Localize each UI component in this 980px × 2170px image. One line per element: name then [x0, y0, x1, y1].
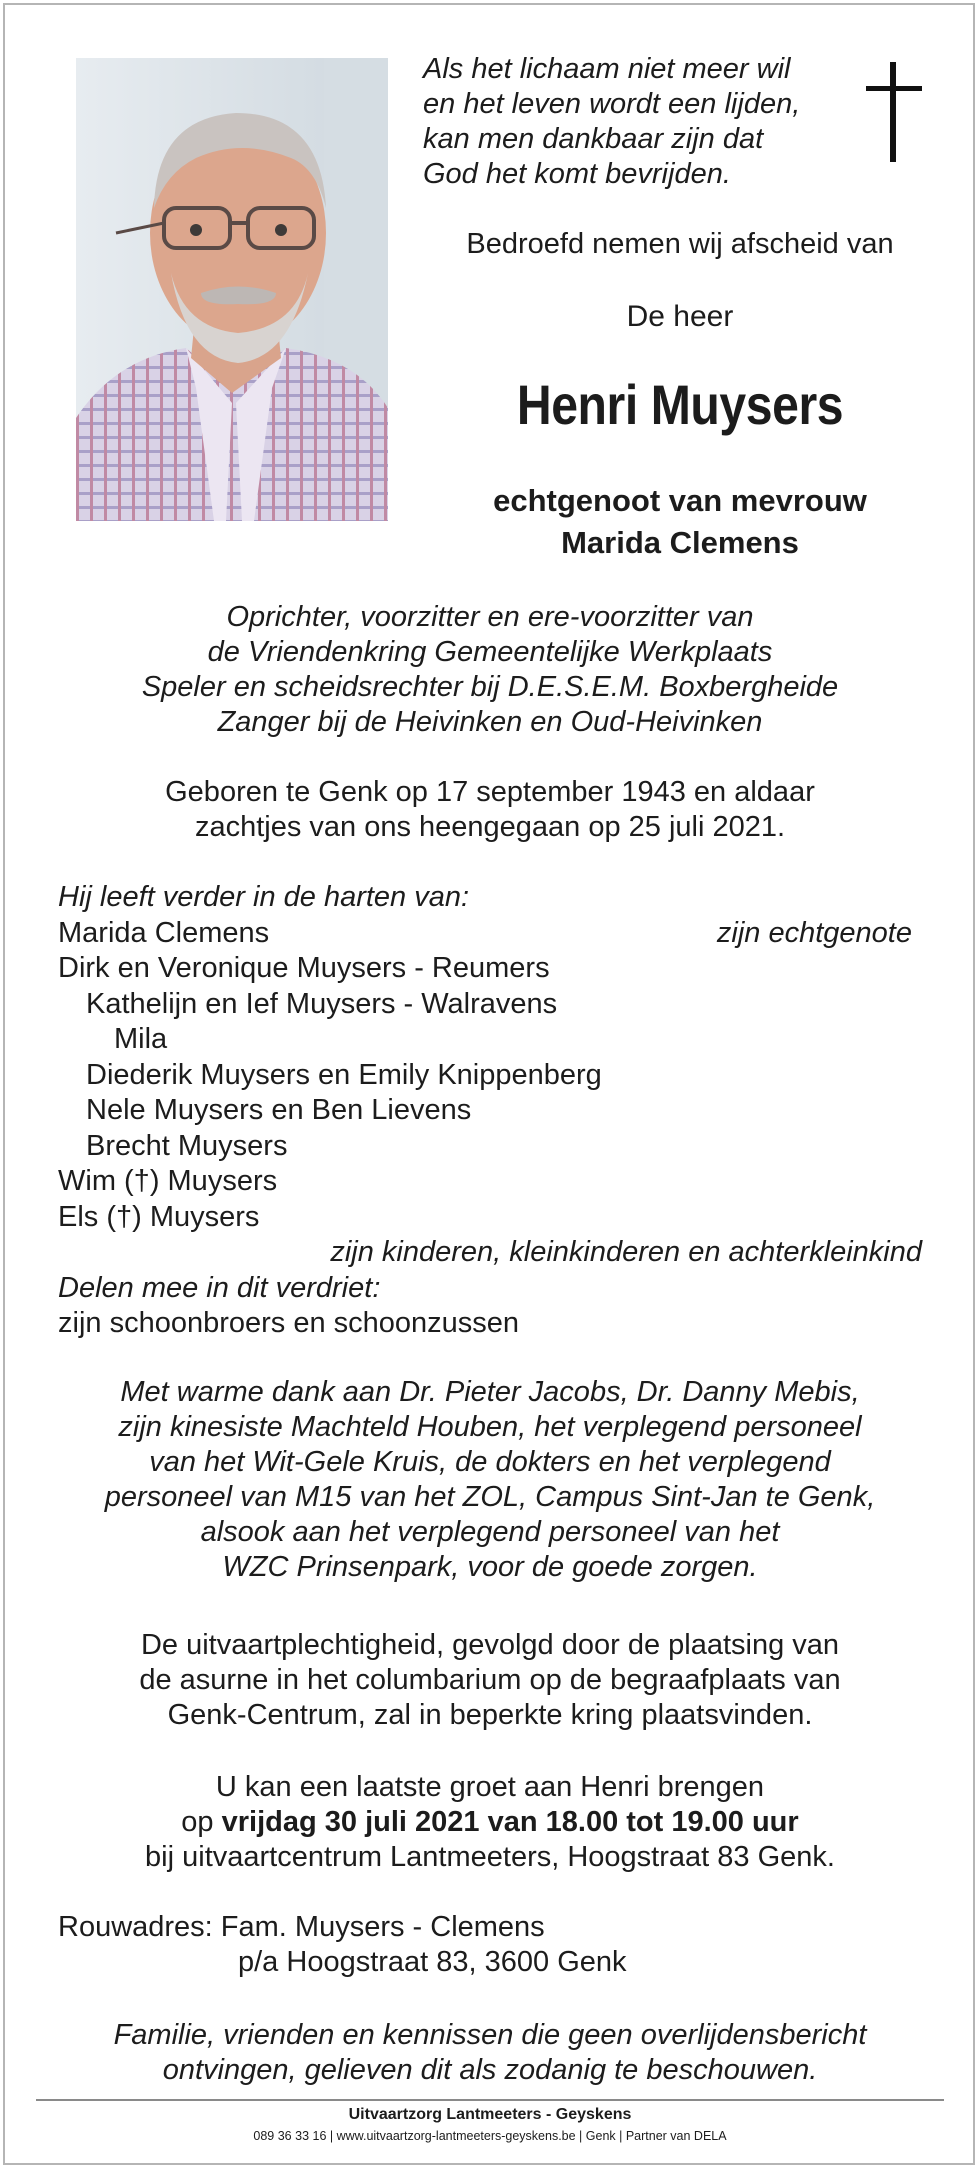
family-member: Els (†) Muysers — [58, 1200, 260, 1233]
closing-line: Familie, vrienden en kennissen die geen overlijdensbericht — [113, 2019, 867, 2051]
spouse-line: echtgenoot van mevrouw — [493, 483, 867, 518]
spouse-block — [400, 480, 960, 564]
family-list — [58, 880, 928, 1342]
funeral-line: De uitvaartplechtigheid, gevolgd door de plaatsing van — [140, 1629, 840, 1661]
visit-prefix: op — [181, 1806, 214, 1838]
family-member: Dirk en Veronique Muysers - Reumers — [58, 952, 550, 984]
address-line: p/a Hoogstraat 83, 3600 Genk — [238, 1946, 627, 1978]
family-member: Mila — [114, 1023, 168, 1055]
birth-death-block — [30, 775, 950, 845]
closing-line: ontvingen, gelieven dit als zodanig te beschouwen. — [162, 2054, 818, 2086]
funeral-block — [30, 1628, 950, 1733]
poem-line: en het leven wordt een lijden, — [423, 88, 801, 120]
role-line: Oprichter, voorzitter en ere-voorzitter van — [226, 601, 754, 633]
spouse-name: Marida Clemens — [561, 525, 799, 560]
roles-block — [30, 600, 950, 740]
thanks-line: Met warme dank aan Dr. Pieter Jacobs, Dr. Danny Mebis, — [120, 1376, 860, 1408]
portrait-photo — [76, 58, 388, 521]
thanks-line: WZC Prinsenpark, voor de goede zorgen. — [222, 1551, 758, 1583]
thanks-block — [30, 1375, 950, 1585]
share-heading: Delen mee in dit verdriet: — [58, 1271, 381, 1304]
family-relation: zijn echtgenote — [716, 916, 912, 949]
born-line: Geboren te Genk op 17 september 1943 en aldaar — [165, 776, 815, 808]
family-member: Diederik Muysers en Emily Knippenberg — [86, 1058, 602, 1091]
thanks-line: alsook aan het verplegend personeel van het — [200, 1516, 780, 1548]
born-line: zachtjes van ons heengegaan op 25 juli 2021. — [194, 811, 786, 843]
closing-note — [30, 2018, 950, 2088]
role-line: Speler en scheidsrechter bij D.E.S.E.M. Boxbergheide — [141, 671, 839, 703]
thanks-line: personeel van M15 van het ZOL, Campus Sint-Jan te Genk, — [104, 1481, 876, 1513]
family-relation-summary: zijn kinderen, kleinkinderen en achterkleinkind — [330, 1236, 922, 1268]
visit-datetime: vrijdag 30 juli 2021 van 18.00 tot 19.00 uur — [221, 1806, 799, 1838]
address-line: Rouwadres: Fam. Muysers - Clemens — [58, 1911, 545, 1943]
footer-company: Uitvaartzorg Lantmeeters - Geyskens — [348, 2106, 632, 2123]
thanks-line: zijn kinesiste Machteld Houben, het verplegend personeel — [118, 1411, 862, 1443]
deceased-name: Henri Muysers — [516, 373, 844, 436]
family-member: Brecht Muysers — [86, 1129, 288, 1162]
family-heading: Hij leeft verder in de harten van: — [58, 881, 470, 913]
funeral-line: de asurne in het columbarium op de begraafplaats van — [139, 1664, 841, 1696]
thanks-line: van het Wit-Gele Kruis, de dokters en het verplegend — [149, 1446, 831, 1478]
role-line: de Vriendenkring Gemeentelijke Werkplaats — [207, 636, 773, 668]
poem-line: God het komt bevrijden. — [423, 158, 731, 190]
share-text: zijn schoonbroers en schoonzussen — [58, 1307, 520, 1339]
poem-line: Als het lichaam niet meer wil — [423, 53, 791, 85]
family-member: Wim (†) Muysers — [58, 1165, 278, 1197]
family-member: Nele Muysers en Ben Lievens — [86, 1094, 472, 1126]
funeral-line: Genk-Centrum, zal in beperkte kring plaatsvinden. — [167, 1699, 813, 1731]
visitation-block — [30, 1770, 950, 1875]
mourning-address — [58, 1910, 627, 1980]
footer-details: 089 36 33 16 | www.uitvaartzorg-lantmeeters-geyskens.be | Genk | Partner van DELA — [253, 2129, 727, 2143]
honorific: De heer — [626, 300, 734, 333]
portrait-illustration — [76, 58, 388, 521]
cross-icon — [866, 62, 922, 162]
family-member: Marida Clemens — [58, 916, 270, 949]
visit-line: U kan een laatste groet aan Henri brengen — [215, 1771, 765, 1803]
family-row-spouse — [58, 916, 928, 952]
role-line: Zanger bij de Heivinken en Oud-Heivinken — [217, 706, 763, 738]
family-member: Kathelijn en Ief Muysers - Walravens — [86, 987, 558, 1020]
poem — [423, 52, 843, 192]
visit-date-line — [30, 1805, 950, 1840]
visit-location: bij uitvaartcentrum Lantmeeters, Hoogstraat 83 Genk. — [145, 1841, 835, 1873]
footer-divider — [36, 2099, 944, 2101]
poem-line: kan men dankbaar zijn dat — [423, 123, 764, 155]
intro-text: Bedroefd nemen wij afscheid van — [466, 228, 894, 260]
